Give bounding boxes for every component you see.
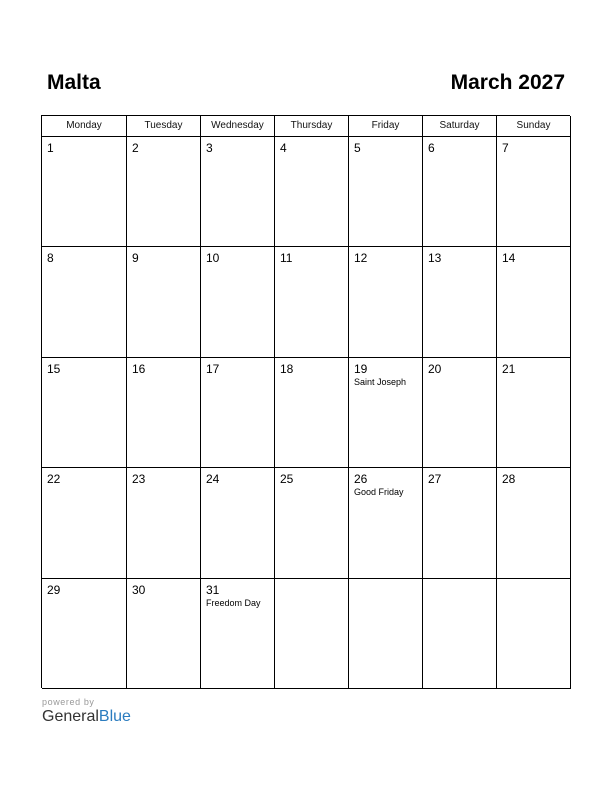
day-cell xyxy=(201,137,275,247)
day-cell xyxy=(423,579,497,689)
day-cell xyxy=(423,247,497,357)
day-cell xyxy=(275,137,349,247)
day-cell xyxy=(42,137,127,247)
day-cell xyxy=(127,468,201,578)
day-cell xyxy=(497,247,571,357)
day-cell xyxy=(127,137,201,247)
weekday-header: Wednesday xyxy=(201,116,275,137)
day-number: 13 xyxy=(428,251,442,266)
day-number: 31 xyxy=(206,582,220,597)
day-number: 17 xyxy=(206,361,220,376)
day-number: 2 xyxy=(132,141,139,155)
day-number: 23 xyxy=(132,472,146,487)
day-cell xyxy=(201,468,275,578)
day-cell xyxy=(42,579,127,689)
day-number: 25 xyxy=(280,472,294,487)
holiday-label: Saint Joseph xyxy=(354,376,407,387)
day-number: 1 xyxy=(47,141,54,155)
brand-logo xyxy=(42,708,131,726)
day-number: 8 xyxy=(47,251,54,266)
day-number: 3 xyxy=(206,141,213,155)
day-cell xyxy=(42,358,127,468)
brand-blue: Blue xyxy=(98,708,131,725)
day-cell xyxy=(201,358,275,468)
day-number: 27 xyxy=(428,472,442,487)
day-number: 19 xyxy=(354,361,368,376)
month-title: March 2027 xyxy=(450,71,565,94)
day-cell xyxy=(275,358,349,468)
country-title: Malta xyxy=(47,71,101,94)
day-number: 15 xyxy=(47,361,61,376)
day-number: 28 xyxy=(502,472,516,487)
day-cell xyxy=(201,247,275,357)
day-number: 30 xyxy=(132,582,146,597)
day-cell xyxy=(127,358,201,468)
day-number: 16 xyxy=(132,361,146,376)
day-cell xyxy=(423,137,497,247)
day-cell xyxy=(349,247,423,357)
weekday-header: Friday xyxy=(349,116,423,137)
day-number: 21 xyxy=(502,361,516,376)
weekday-header: Tuesday xyxy=(127,116,201,137)
holiday-label: Good Friday xyxy=(354,487,404,498)
brand-general: General xyxy=(42,708,99,725)
day-number: 12 xyxy=(354,251,368,266)
day-number: 9 xyxy=(132,251,139,266)
day-number: 11 xyxy=(280,251,293,266)
day-cell xyxy=(275,247,349,357)
day-cell xyxy=(201,579,275,689)
weekday-header: Monday xyxy=(42,116,127,137)
day-cell xyxy=(497,358,571,468)
footer-branding xyxy=(42,697,131,726)
day-cell xyxy=(497,468,571,578)
day-number: 6 xyxy=(428,141,435,155)
holiday-label: Freedom Day xyxy=(206,597,261,608)
weekday-header: Saturday xyxy=(423,116,497,137)
calendar-grid xyxy=(41,115,570,688)
day-cell xyxy=(42,468,127,578)
day-cell xyxy=(127,579,201,689)
day-number: 26 xyxy=(354,472,368,487)
day-number: 7 xyxy=(502,141,509,155)
day-number: 18 xyxy=(280,361,294,376)
powered-by-text: powered by xyxy=(42,697,95,707)
day-number: 10 xyxy=(206,251,220,266)
day-cell xyxy=(275,579,349,689)
day-number: 29 xyxy=(47,582,61,597)
day-cell xyxy=(275,468,349,578)
day-cell xyxy=(349,137,423,247)
day-cell xyxy=(497,579,571,689)
day-cell xyxy=(349,358,423,468)
day-cell xyxy=(127,247,201,357)
day-number: 20 xyxy=(428,361,442,376)
day-cell xyxy=(423,468,497,578)
day-cell xyxy=(42,247,127,357)
day-cell xyxy=(497,137,571,247)
day-number: 5 xyxy=(354,141,361,155)
day-cell xyxy=(349,468,423,578)
day-number: 24 xyxy=(206,472,220,487)
day-number: 4 xyxy=(280,141,287,155)
weekday-header: Thursday xyxy=(275,116,349,137)
day-number: 22 xyxy=(47,472,61,487)
day-cell xyxy=(423,358,497,468)
day-cell xyxy=(349,579,423,689)
day-number: 14 xyxy=(502,251,516,266)
weekday-header: Sunday xyxy=(497,116,571,137)
